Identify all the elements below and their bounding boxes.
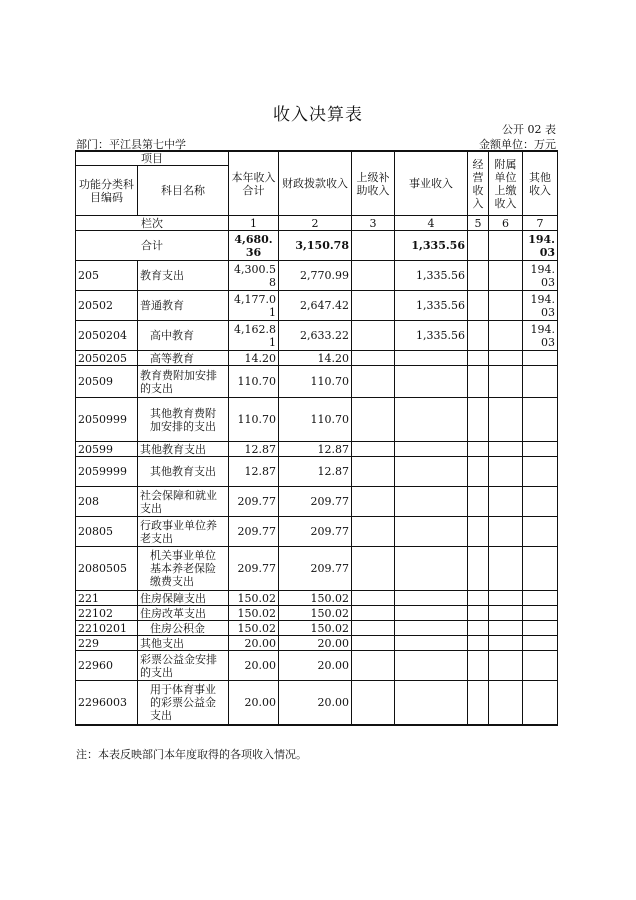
row-business (395, 517, 468, 547)
row-code: 22960 (76, 651, 138, 681)
row-business (395, 547, 468, 591)
header-item: 项目 (76, 151, 229, 166)
row-business: 1,335.56 (395, 261, 468, 291)
row-operating (468, 621, 489, 636)
row-affiliated (489, 651, 523, 681)
row-fiscal: 20.00 (279, 651, 352, 681)
row-operating (468, 487, 489, 517)
amount-unit-label: 金额单位：万元 (479, 138, 556, 151)
row-affiliated (489, 442, 523, 457)
row-affiliated (489, 487, 523, 517)
row-name: 彩票公益金安排的支出 (138, 651, 229, 681)
row-total: 110.70 (229, 398, 279, 442)
row-other (523, 366, 558, 398)
table-row (76, 351, 558, 366)
total-label: 合计 (76, 231, 229, 261)
row-operating (468, 321, 489, 351)
row-superior (352, 487, 395, 517)
row-superior (352, 366, 395, 398)
row-code: 229 (76, 636, 138, 651)
table-row (76, 517, 558, 547)
row-operating (468, 457, 489, 487)
row-fiscal: 150.02 (279, 621, 352, 636)
row-name: 普通教育 (138, 291, 229, 321)
row-other: 194.03 (523, 261, 558, 291)
row-operating (468, 261, 489, 291)
row-code: 20805 (76, 517, 138, 547)
row-fiscal: 110.70 (279, 366, 352, 398)
row-business (395, 351, 468, 366)
row-superior (352, 517, 395, 547)
row-code: 2210201 (76, 621, 138, 636)
row-superior (352, 606, 395, 621)
row-other (523, 651, 558, 681)
row-other (523, 351, 558, 366)
row-other (523, 636, 558, 651)
row-name: 社会保障和就业支出 (138, 487, 229, 517)
row-business: 1,335.56 (395, 321, 468, 351)
row-affiliated (489, 547, 523, 591)
row-fiscal: 20.00 (279, 636, 352, 651)
row-affiliated (489, 351, 523, 366)
row-other (523, 487, 558, 517)
row-other (523, 457, 558, 487)
header-superior: 上级补助收入 (352, 151, 395, 216)
row-affiliated (489, 681, 523, 725)
row-name: 其他教育支出 (138, 442, 229, 457)
row-superior (352, 321, 395, 351)
row-business (395, 457, 468, 487)
row-superior (352, 591, 395, 606)
header-affiliated: 附属单位上缴收入 (489, 151, 523, 216)
row-total: 12.87 (229, 442, 279, 457)
row-other (523, 442, 558, 457)
column-number: 3 (352, 216, 395, 231)
row-total: 12.87 (229, 457, 279, 487)
row-name: 其他教育支出 (138, 457, 229, 487)
row-affiliated (489, 398, 523, 442)
table-row (76, 547, 558, 591)
row-operating (468, 398, 489, 442)
row-operating (468, 591, 489, 606)
total-operating (468, 231, 489, 261)
column-number: 1 (229, 216, 279, 231)
table-row (76, 606, 558, 621)
row-total: 150.02 (229, 621, 279, 636)
row-other (523, 591, 558, 606)
column-number: 4 (395, 216, 468, 231)
total-business: 1,335.56 (395, 231, 468, 261)
column-number-row (76, 216, 558, 231)
row-name: 机关事业单位基本养老保险缴费支出 (138, 547, 229, 591)
header-fiscal: 财政拨款收入 (279, 151, 352, 216)
table-row (76, 261, 558, 291)
column-number: 7 (523, 216, 558, 231)
table-row (76, 487, 558, 517)
row-total: 150.02 (229, 591, 279, 606)
row-name: 其他教育费附加安排的支出 (138, 398, 229, 442)
row-total: 4,177.01 (229, 291, 279, 321)
table-row (76, 442, 558, 457)
form-number: 公开 02 表 (502, 123, 556, 136)
row-business (395, 681, 468, 725)
header-name: 科目名称 (138, 166, 229, 216)
row-total: 20.00 (229, 636, 279, 651)
total-superior (352, 231, 395, 261)
row-business (395, 651, 468, 681)
row-other: 194.03 (523, 321, 558, 351)
row-fiscal: 12.87 (279, 442, 352, 457)
total-row (76, 231, 558, 261)
header-business: 事业收入 (395, 151, 468, 216)
row-superior (352, 398, 395, 442)
row-superior (352, 636, 395, 651)
total-other: 194.03 (523, 231, 558, 261)
row-superior (352, 547, 395, 591)
total-amount: 4,680.36 (229, 231, 279, 261)
row-operating (468, 442, 489, 457)
row-superior (352, 261, 395, 291)
table-row (76, 321, 558, 351)
row-fiscal: 150.02 (279, 606, 352, 621)
row-business (395, 591, 468, 606)
header-code: 功能分类科目编码 (76, 166, 138, 216)
row-name: 教育支出 (138, 261, 229, 291)
table-row (76, 398, 558, 442)
row-affiliated (489, 636, 523, 651)
row-other (523, 517, 558, 547)
income-table (75, 150, 558, 726)
row-code: 22102 (76, 606, 138, 621)
page-title: 收入决算表 (273, 105, 363, 125)
row-other (523, 547, 558, 591)
column-number: 5 (468, 216, 489, 231)
row-operating (468, 606, 489, 621)
row-code: 2050204 (76, 321, 138, 351)
column-number-label: 栏次 (76, 216, 229, 231)
department-label: 部门：平江县第七中学 (76, 138, 186, 151)
row-fiscal: 209.77 (279, 517, 352, 547)
table-row (76, 636, 558, 651)
row-name: 住房保障支出 (138, 591, 229, 606)
row-superior (352, 442, 395, 457)
row-business (395, 606, 468, 621)
row-operating (468, 547, 489, 591)
row-total: 20.00 (229, 681, 279, 725)
row-total: 209.77 (229, 517, 279, 547)
row-code: 20599 (76, 442, 138, 457)
table-row (76, 457, 558, 487)
row-fiscal: 2,633.22 (279, 321, 352, 351)
row-code: 2050205 (76, 351, 138, 366)
row-operating (468, 291, 489, 321)
row-name: 教育费附加安排的支出 (138, 366, 229, 398)
column-number: 2 (279, 216, 352, 231)
row-business (395, 366, 468, 398)
table-row (76, 291, 558, 321)
row-name: 行政事业单位养老支出 (138, 517, 229, 547)
row-code: 20502 (76, 291, 138, 321)
row-affiliated (489, 517, 523, 547)
row-fiscal: 209.77 (279, 487, 352, 517)
table-row (76, 651, 558, 681)
row-operating (468, 351, 489, 366)
header-row-1 (76, 151, 558, 166)
row-total: 4,300.58 (229, 261, 279, 291)
header-total: 本年收入合计 (229, 151, 279, 216)
row-business (395, 621, 468, 636)
table-row (76, 681, 558, 725)
row-name: 用于体育事业的彩票公益金支出 (138, 681, 229, 725)
row-code: 2296003 (76, 681, 138, 725)
row-name: 住房公积金 (138, 621, 229, 636)
table-row (76, 591, 558, 606)
row-other (523, 681, 558, 725)
row-other (523, 606, 558, 621)
row-business (395, 442, 468, 457)
row-business (395, 487, 468, 517)
table-row (76, 621, 558, 636)
row-other (523, 621, 558, 636)
row-fiscal: 20.00 (279, 681, 352, 725)
row-fiscal: 110.70 (279, 398, 352, 442)
row-operating (468, 636, 489, 651)
row-affiliated (489, 591, 523, 606)
row-name: 高中教育 (138, 321, 229, 351)
row-superior (352, 351, 395, 366)
column-number: 6 (489, 216, 523, 231)
row-affiliated (489, 366, 523, 398)
row-total: 4,162.81 (229, 321, 279, 351)
row-code: 2050999 (76, 398, 138, 442)
row-total: 14.20 (229, 351, 279, 366)
total-affiliated (489, 231, 523, 261)
row-fiscal: 150.02 (279, 591, 352, 606)
row-name: 住房改革支出 (138, 606, 229, 621)
row-code: 20509 (76, 366, 138, 398)
row-affiliated (489, 321, 523, 351)
total-fiscal: 3,150.78 (279, 231, 352, 261)
footnote: 注：本表反映部门本年度取得的各项收入情况。 (76, 748, 307, 761)
row-fiscal: 209.77 (279, 547, 352, 591)
header-other: 其他收入 (523, 151, 558, 216)
row-superior (352, 457, 395, 487)
row-operating (468, 681, 489, 725)
row-affiliated (489, 291, 523, 321)
row-total: 20.00 (229, 651, 279, 681)
row-code: 205 (76, 261, 138, 291)
row-affiliated (489, 457, 523, 487)
row-fiscal: 12.87 (279, 457, 352, 487)
row-operating (468, 517, 489, 547)
row-name: 其他支出 (138, 636, 229, 651)
row-other (523, 398, 558, 442)
row-other: 194.03 (523, 291, 558, 321)
row-total: 209.77 (229, 547, 279, 591)
row-fiscal: 2,647.42 (279, 291, 352, 321)
row-code: 208 (76, 487, 138, 517)
row-business (395, 398, 468, 442)
row-affiliated (489, 621, 523, 636)
row-total: 209.77 (229, 487, 279, 517)
row-operating (468, 651, 489, 681)
row-code: 2059999 (76, 457, 138, 487)
row-name: 高等教育 (138, 351, 229, 366)
row-business (395, 636, 468, 651)
row-superior (352, 681, 395, 725)
row-superior (352, 651, 395, 681)
row-business: 1,335.56 (395, 291, 468, 321)
row-total: 110.70 (229, 366, 279, 398)
row-superior (352, 621, 395, 636)
row-fiscal: 14.20 (279, 351, 352, 366)
table-row (76, 366, 558, 398)
row-affiliated (489, 261, 523, 291)
row-code: 221 (76, 591, 138, 606)
header-operating: 经营收入 (468, 151, 489, 216)
table-body (76, 151, 558, 725)
row-total: 150.02 (229, 606, 279, 621)
row-code: 2080505 (76, 547, 138, 591)
row-fiscal: 2,770.99 (279, 261, 352, 291)
row-superior (352, 291, 395, 321)
row-affiliated (489, 606, 523, 621)
row-operating (468, 366, 489, 398)
